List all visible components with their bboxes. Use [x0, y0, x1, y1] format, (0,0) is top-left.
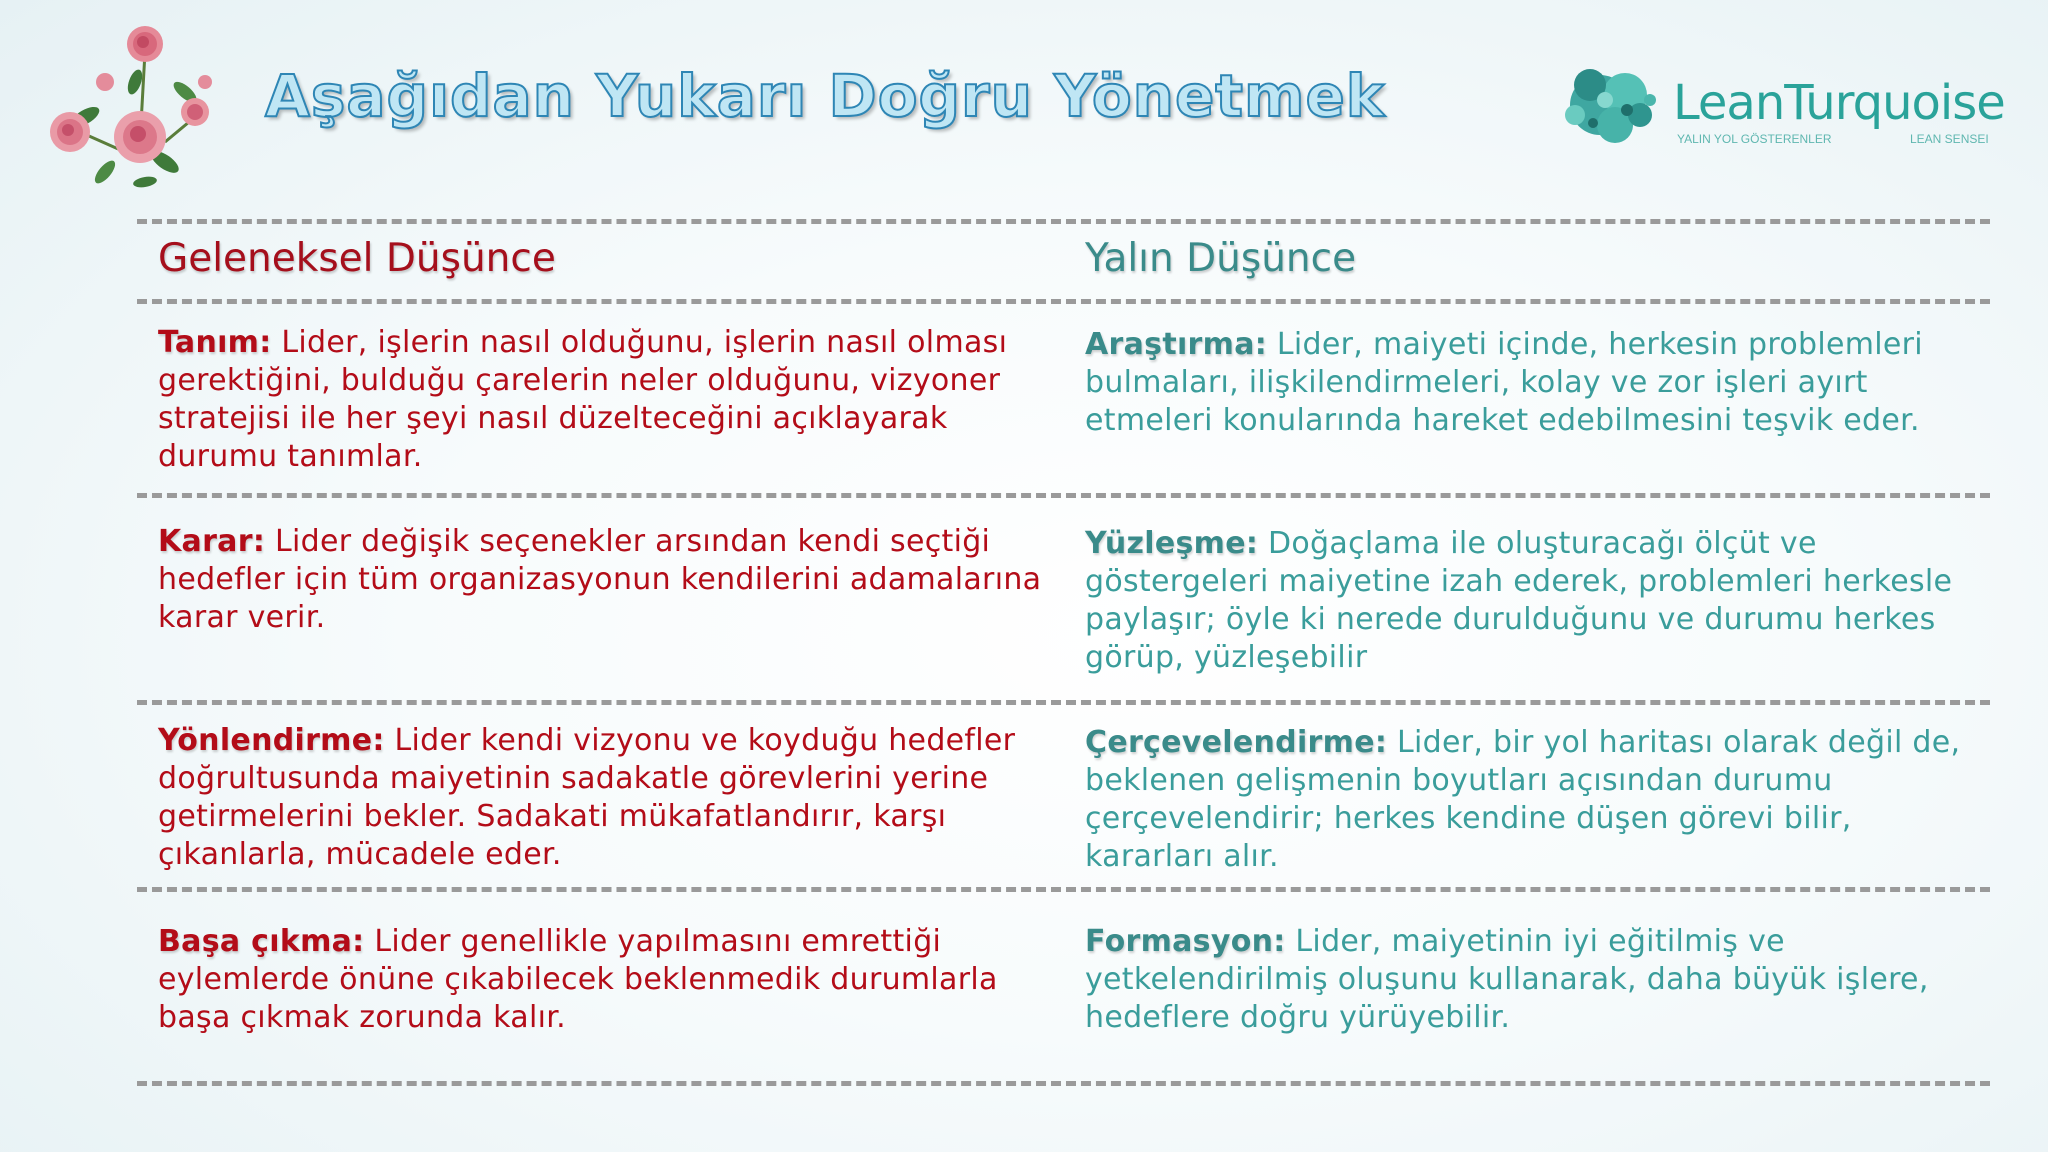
term-label: Başa çıkma:	[158, 924, 365, 959]
header-lean-thinking: Yalın Düşünce	[1085, 236, 1357, 281]
term-description: Lider genellikle yapılmasını emrettiği eylemlerde önüne çıkabilecek beklenmedik durumlarla başa çıkmak zorunda kalır.	[158, 924, 998, 1035]
logo-wordmark: LeanTurquoise	[1673, 75, 2005, 131]
cell-traditional-decision	[158, 523, 1058, 637]
cell-traditional-definition	[158, 324, 1058, 476]
header-traditional-thinking: Geleneksel Düşünce	[158, 236, 556, 281]
table-divider-top	[137, 219, 1990, 224]
cell-lean-confrontation	[1085, 525, 1985, 677]
cell-lean-formation	[1085, 923, 1985, 1037]
logo-tagline-right: LEAN SENSEI	[1910, 132, 1989, 146]
term-description: Lider değişik seçenekler arsından kendi seçtiği hedefler için tüm organizasyonun kendilerini adamalarına karar verir.	[158, 524, 1042, 635]
term-label: Yüzleşme:	[1085, 526, 1259, 561]
term-label: Formasyon:	[1085, 924, 1286, 959]
term-label: Araştırma:	[1085, 327, 1268, 362]
cell-lean-research	[1085, 326, 1985, 440]
table-divider-bottom	[137, 1081, 1990, 1086]
cell-traditional-coping	[158, 923, 1058, 1037]
term-description: Lider, bir yol haritası olarak değil de, beklenen gelişmenin boyutları açısından durumu çerçevelendirir; herkes kendine düşen görevi bilir, kararları alır.	[1085, 725, 1961, 874]
term-description: Lider, maiyetinin iyi eğitilmiş ve yetkelendirilmiş oluşunu kullanarak, daha büyük işlere, hedeflere doğru yürüyebilir.	[1085, 924, 1929, 1035]
turquoise-stone-icon	[1555, 55, 1670, 155]
term-label: Yönlendirme:	[158, 723, 385, 758]
lean-turquoise-logo	[1555, 55, 2005, 155]
term-description: Lider, işlerin nasıl olduğunu, işlerin nasıl olması gerektiğini, bulduğu çarelerin neler olduğunu, vizyoner stratejisi ile her şeyi nasıl düzelteceğini açıklayarak durumu tanımlar.	[158, 325, 1008, 474]
term-label: Tanım:	[158, 325, 272, 360]
logo-tagline-left: YALIN YOL GÖSTERENLER	[1677, 132, 1832, 146]
table-divider-row3	[137, 887, 1990, 892]
cell-traditional-direction	[158, 722, 1058, 874]
term-description: Doğaçlama ile oluşturacağı ölçüt ve göstergeleri maiyetine izah ederek, problemleri herkesle paylaşır; öyle ki nerede durulduğunu ve durumu herkes görüp, yüzleşebilir	[1085, 526, 1953, 675]
cell-lean-framing	[1085, 724, 1985, 876]
term-label: Karar:	[158, 524, 266, 559]
term-label: Çerçevelendirme:	[1085, 725, 1388, 760]
table-divider-row2	[137, 700, 1990, 705]
slide-title: Aşağıdan Yukarı Doğru Yönetmek	[265, 62, 1386, 130]
roses-decoration	[45, 22, 215, 192]
table-divider-header	[137, 299, 1990, 304]
table-divider-row1	[137, 493, 1990, 498]
term-description: Lider, maiyeti içinde, herkesin problemleri bulmaları, ilişkilendirmeleri, kolay ve zor işleri ayırt etmeleri konularında hareket edebilmesini teşvik eder.	[1085, 327, 1923, 438]
term-description: Lider kendi vizyonu ve koyduğu hedefler doğrultusunda maiyetinin sadakatle görevlerini yerine getirmelerini bekler. Sadakati mükafatlandırır, karşı çıkanlarla, mücadele eder.	[158, 723, 1016, 872]
